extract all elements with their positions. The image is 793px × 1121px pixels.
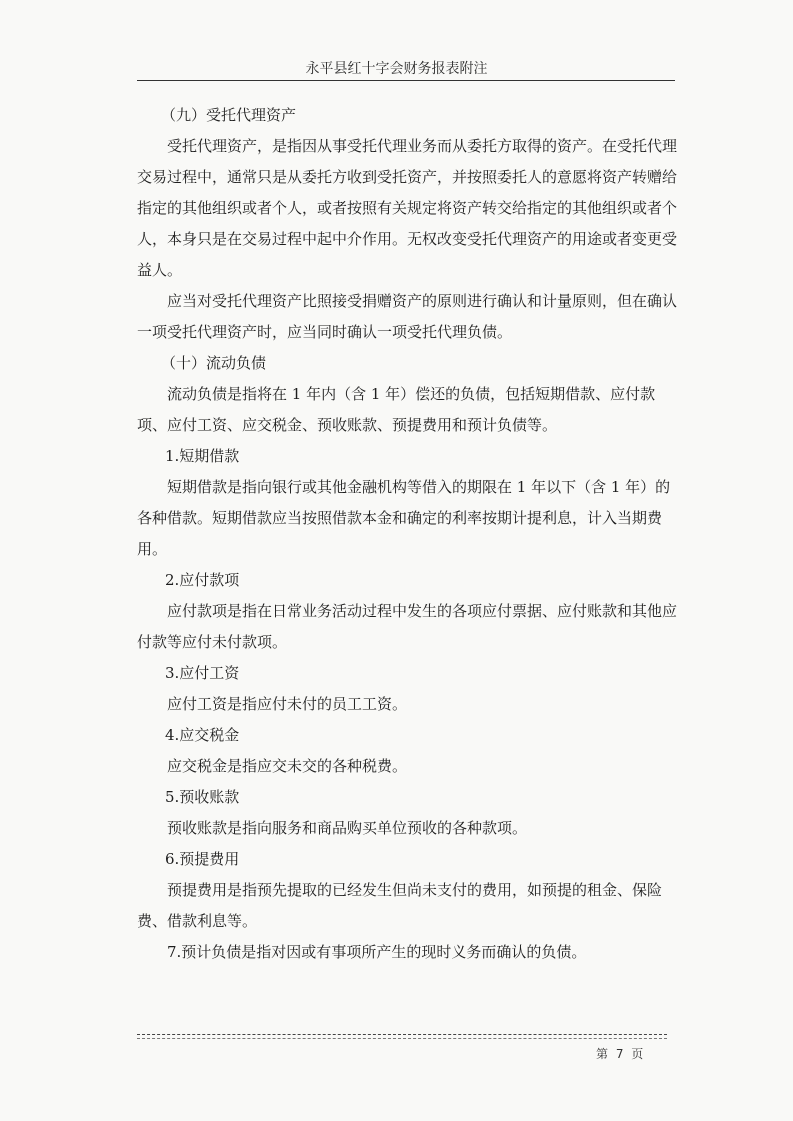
- item-text: 短期借款是指向银行或其他金融机构等借入的期限在 1 年以下（含 1 年）的各种借款。短期借款应当按照借款本金和确定的利率按期计提利息，计入当期费用。: [137, 478, 671, 558]
- item-title: 5.预收账款: [165, 788, 240, 806]
- footer-divider: [137, 1034, 667, 1035]
- item-text: 应交税金是指应交未交的各种税费。: [167, 757, 408, 775]
- item-title: 6.预提费用: [165, 850, 240, 868]
- document-body: [137, 100, 677, 968]
- item-title: 4.应交税金: [165, 726, 240, 744]
- paragraph: 应当对受托代理资产比照接受捐赠资产的原则进行确认和计量原则，但在确认一项受托代理资产时，应当同时确认一项受托代理负债。: [137, 292, 678, 341]
- item-text: 应付工资是指应付未付的员工工资。: [167, 695, 408, 713]
- header-title: 永平县红十字会财务报表附注: [305, 61, 488, 77]
- item-text: 预收账款是指向服务和商品购买单位预收的各种款项。: [167, 819, 528, 837]
- footer-divider-secondary: [137, 1038, 667, 1039]
- section-heading: （九）受托代理资产: [161, 106, 297, 124]
- item-text: 应付款项是指在日常业务活动过程中发生的各项应付票据、应付账款和其他应付款等应付未付款项。: [137, 602, 678, 651]
- closing-item: 7.预计负债是指对因或有事项所产生的现时义务而确认的负债。: [167, 943, 587, 961]
- paragraph: 流动负债是指将在 1 年内（含 1 年）偿还的负债，包括短期借款、应付款项、应付工资、应交税金、预收账款、预提费用和预计负债等。: [137, 385, 656, 434]
- paragraph: 受托代理资产，是指因从事受托代理业务而从委托方取得的资产。在受托代理交易过程中，通常只是从委托方收到受托资产，并按照委托人的意愿将资产转赠给指定的其他组织或者个人，或者按照有关规定将资产转交给指定的其他组织或者个人，本身只是在交易过程中起中介作用。无权改变受托代理资产的用途或者变更受益人。: [137, 137, 678, 279]
- item-title: 3.应付工资: [165, 664, 240, 682]
- section-heading: （十）流动负债: [161, 354, 267, 372]
- item-title: 1.短期借款: [165, 447, 240, 465]
- item-title: 2.应付款项: [165, 571, 240, 589]
- header-divider: [137, 80, 675, 81]
- page-number: 第 7 页: [596, 1047, 646, 1061]
- item-text: 预提费用是指预先提取的已经发生但尚未支付的费用，如预提的租金、保险费、借款利息等。: [137, 881, 663, 930]
